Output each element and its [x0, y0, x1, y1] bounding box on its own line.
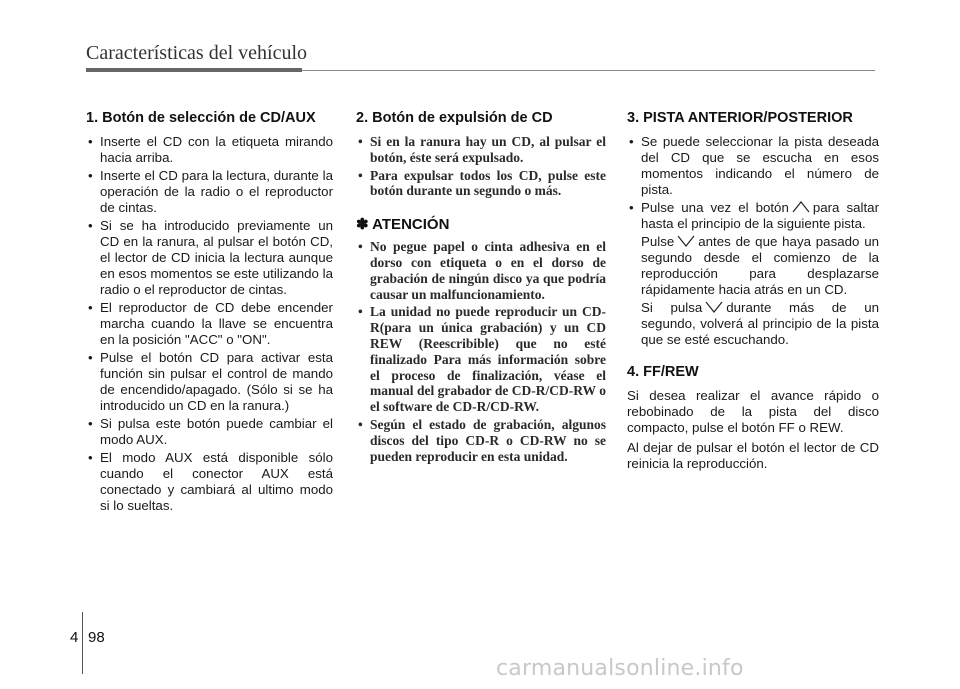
header-rule-thin	[302, 70, 875, 71]
ffrew-paragraph: Si desea realizar el avance rápido o rebobinado de la pista del disco compacto, pulse el botón FF o REW.	[627, 388, 879, 435]
track-paragraph-text: Si pulsa	[641, 300, 703, 315]
track-item-text: para saltar hasta el principio de la siguiente pista.	[641, 200, 879, 231]
column-eject	[356, 110, 606, 466]
track-paragraph	[627, 234, 879, 298]
warning-list	[356, 239, 606, 464]
track-list	[627, 134, 879, 232]
cd-aux-list	[86, 134, 333, 514]
section-heading-cd-aux: 1. Botón de selección de CD/AUX	[86, 110, 316, 126]
list-item: • Si en la ranura hay un CD, al pulsar el botón, éste será expulsado.	[356, 134, 606, 166]
list-item: • Inserte el CD para la lectura, durante la operación de la radio o el reproductor de cintas.	[86, 168, 333, 216]
column-cd-aux	[86, 110, 333, 516]
list-item: • El reproductor de CD debe encender marcha cuando la llave se encuentra en la posición "ACC" o "ON".	[86, 300, 333, 348]
track-paragraph	[627, 300, 879, 348]
track-paragraph-text: durante más de un segundo, volverá al principio de la pista que se esté escuchando.	[641, 300, 879, 347]
ffrew-paragraph: Al dejar de pulsar el botón el lector de CD reinicia la reproducción.	[627, 440, 879, 471]
track-paragraph-text: antes de que haya pasado un segundo desde el comienzo de la reproducción para desplazarse rápidamente hacia atrás en un CD.	[641, 234, 879, 297]
list-item	[627, 200, 879, 232]
section-heading-ffrew: 4. FF/REW	[627, 364, 699, 380]
list-item: • Si se ha introducido previamente un CD en la ranura, al pulsar el botón CD, el lector de CD inicia la lectura aunque en esos momentos se este utilizando la radio o el reproductor de cintas.	[86, 218, 333, 298]
list-item: • El modo AUX está disponible sólo cuando el conector AUX está conectado y cambiará al ultimo modo si lo sueltas.	[86, 450, 333, 514]
chevron-down-icon	[676, 235, 696, 247]
list-item: • Pulse el botón CD para activar esta función sin pulsar el control de mando de encendido/apagado. (Sólo si se ha introducido un CD en la ranura.)	[86, 350, 333, 414]
warning-title: ✽ ATENCIÓN	[356, 216, 450, 234]
eject-list	[356, 134, 606, 199]
column-track	[627, 110, 879, 476]
list-item	[627, 134, 879, 198]
list-item: • Inserte el CD con la etiqueta mirando hacia arriba.	[86, 134, 333, 166]
track-paragraph-text: Pulse	[641, 234, 675, 249]
section-heading-eject: 2. Botón de expulsión de CD	[356, 110, 553, 126]
chapter-number: 4	[70, 629, 79, 646]
list-item: • La unidad no puede reproducir un CD-R(para un única grabación) y un CD REW (Reescribible) que no esté finalizado Para más información sobre el proceso de finalización, véase el manual del grabador de CD-R/CD-RW o el software de CD-R/CD-RW.	[356, 304, 606, 415]
track-item-text: Pulse una vez el botón	[641, 200, 789, 215]
list-item: • Si pulsa este botón puede cambiar el modo AUX.	[86, 416, 333, 448]
footer-rule	[82, 612, 83, 674]
page-number: 98	[88, 629, 105, 646]
list-item: • Para expulsar todos los CD, pulse este botón durante un segundo o más.	[356, 168, 606, 200]
list-item: • Según el estado de grabación, algunos discos del tipo CD-R o CD-RW no se pueden reproducir en esta unidad.	[356, 417, 606, 464]
chevron-up-icon	[791, 201, 811, 213]
page-title: Características del vehículo	[86, 42, 308, 64]
section-heading-track: 3. PISTA ANTERIOR/POSTERIOR	[627, 110, 853, 126]
header-rule-thick	[86, 68, 302, 72]
chevron-down-icon	[704, 301, 724, 313]
watermark: carmanualsonline.info	[496, 656, 744, 681]
track-item-text: Se puede seleccionar la pista deseada del CD que se escucha en esos momentos indicando el número de pista.	[641, 134, 879, 197]
list-item: • No pegue papel o cinta adhesiva en el dorso con etiqueta o en el dorso de grabación de ningún disco ya que podría causar un malfuncionamiento.	[356, 239, 606, 302]
